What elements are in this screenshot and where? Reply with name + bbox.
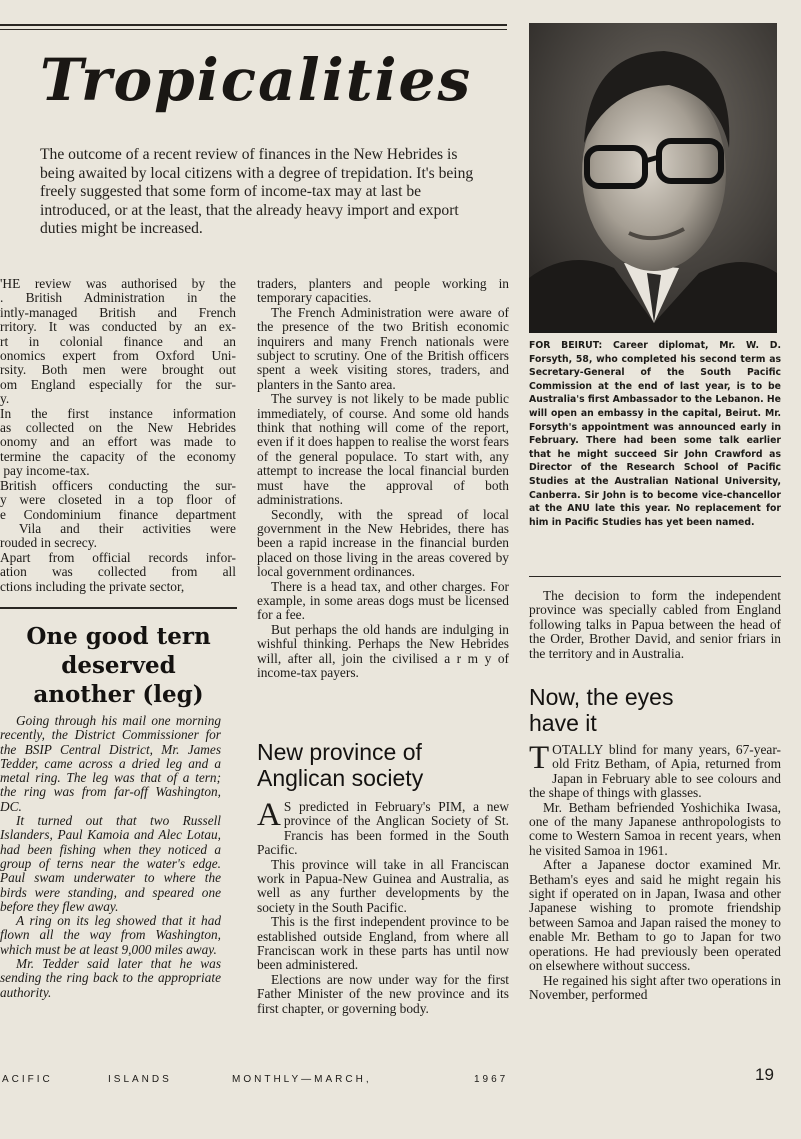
- tern-body: [0, 714, 221, 1000]
- review-line: as collected on the New Hebrides: [0, 420, 236, 436]
- anglican-headline: New province of Anglican society: [257, 739, 424, 791]
- eyes-body: [529, 740, 781, 1002]
- review-line: ctions including the private sector,: [0, 578, 185, 594]
- review-line: In the first instance information: [0, 405, 236, 421]
- eyes-paragraph: He regained his sight after two operations in November, performed: [529, 972, 781, 1002]
- review-line: y were closeted in a top floor of: [0, 492, 236, 508]
- tern-paragraph: Going through his mail one morning recently, the District Commissioner for the BSIP Central District, Mr. James Tedder, came across a dried leg and a metal ring. The leg was that of a tern; the ring was from far-off Washington, DC.: [0, 713, 221, 814]
- eyes-dropcap: T: [529, 740, 550, 776]
- tern-headline-line-1: One good tern: [26, 623, 211, 650]
- review-line: Vila and their activities were: [0, 520, 236, 536]
- review-line: British officers conducting the sur-: [0, 477, 236, 493]
- anglican-continuation-text: The decision to form the independent province was specially cabled from England following talks in Papua between the head of the Order, Brother David, and senior friars in the territory and in Australia.: [529, 588, 781, 661]
- review-line: Apart from official records infor-: [0, 549, 236, 565]
- footer-monthly: MONTHLY—MARCH,: [232, 1074, 372, 1085]
- review-line: om England especially for the sur-: [0, 376, 236, 392]
- tern-paragraph: It turned out that two Russell Islanders, Paul Kamoia and Alec Lotau, had been fishing when they noticed a group of terns near the water's edge. Paul swam underwater to where the birds were standing, and speared one before they flew away.: [0, 813, 221, 914]
- review-column-1: [0, 277, 236, 594]
- review-line: termine the capacity of the economy: [0, 448, 236, 464]
- top-rule-thin: [0, 29, 507, 30]
- photo-caption: FOR BEIRUT: Career diplomat, Mr. W. D. Forsyth, 58, who completed his second term as Secretary-General of the South Pacific Commission at the end of last year, is to be Australia's first Ambassador to the Lebanon. He will open an embassy in the capital, Beirut. Mr. Forsyth's appointment was announced early in February. There had been some talk earlier that he might succeed Sir John Crawford as Director of the Research School of Pacific Studies at the Australian National University, Canberra. Sir John is to become vice-chancellor at the ANU late this year. No replacement for him in Pacific Studies has yet been named.: [529, 340, 781, 528]
- tern-headline: [0, 622, 237, 709]
- tern-headline-line-3: another (leg): [33, 681, 204, 708]
- review-line: ation was collected from all: [0, 564, 236, 580]
- review-paragraph: Secondly, with the spread of local government in the New Hebrides, there has been a rapid increase in the financial burden placed on those living in the areas covered by local government ordinances.: [257, 506, 509, 580]
- eyes-headline: Now, the eyes have it: [529, 684, 674, 736]
- eyes-paragraph: Mr. Betham befriended Yoshichika Iwasa, one of the many Japanese anthropologists to come to Western Samoa in recent years, when he visited Samoa in 1961.: [529, 799, 781, 858]
- footer-pacific: ACIFIC: [2, 1074, 53, 1085]
- tern-paragraph: A ring on its leg showed that it had flown all the way from Washington, which must be at least 9,000 miles away.: [0, 913, 221, 957]
- top-rule: [0, 24, 507, 26]
- review-line: onomics expert from Oxford Uni-: [0, 348, 236, 364]
- anglican-paragraph: Elections are now under way for the first Father Minister of the new province and its first chapter, or governing body.: [257, 971, 509, 1016]
- anglican-paragraph: This is the first independent province to be established outside England, from where all Franciscan work in these parts has until now been administered.: [257, 914, 509, 973]
- tern-top-rule: [0, 607, 237, 609]
- portrait-photo: [529, 23, 777, 333]
- review-line: pay income-tax.: [0, 463, 90, 479]
- anglican-first-paragraph: S predicted in February's PIM, a new province of the Anglican Society of St. Francis has been formed in the South Pacific.: [257, 799, 509, 858]
- footer-islands: ISLANDS: [108, 1074, 172, 1085]
- page-footer: [0, 1070, 801, 1088]
- anglican-dropcap: A: [257, 797, 281, 833]
- caption-rule: [529, 576, 781, 577]
- tern-paragraph: Mr. Tedder said later that he was sending the ring back to the appropriate authority.: [0, 956, 221, 1000]
- anglican-continuation: [529, 589, 781, 661]
- anglican-paragraph: This province will take in all Franciscan work in Papua-New Guinea and Australia, as well as any further developments by the society in the South Pacific.: [257, 856, 509, 915]
- review-line: . British Administration in the: [0, 290, 236, 306]
- eyes-first-word: OTALLY: [552, 742, 604, 757]
- review-line: y.: [0, 391, 10, 407]
- review-line: 'HE review was authorised by the: [0, 276, 236, 291]
- intro-text: The outcome of a recent review of finances in the New Hebrides is being awaited by local citizens with a degree of trepidation. It's being freely suggested that some form of income-tax may at last be introduced, or at the least, that the already heavy import and export duties might be increased.: [40, 146, 474, 238]
- review-paragraph: The French Administration were aware of the presence of the two British economic inquirers and many French nationals were subject to scrutiny. One of the British officers spent a week visiting stores, traders, and planters in the Santo area.: [257, 304, 509, 392]
- review-line: intly-managed British and French: [0, 304, 236, 320]
- review-line: rsity. Both men were brought out: [0, 362, 236, 378]
- anglican-body: [257, 797, 509, 1016]
- eyes-first-paragraph: blind for many years, 67-year-old Fritz Betham, of Apia, returned from Japan in February able to see colours and the shape of things with glasses.: [529, 742, 781, 801]
- review-paragraph: There is a head tax, and other charges. For example, in some areas dogs must be licensed for a fee.: [257, 578, 509, 623]
- section-title: Tropicalities: [40, 46, 473, 114]
- review-line: rt in colonial finance and an: [0, 333, 236, 349]
- page-number: 19: [755, 1065, 774, 1084]
- eyes-paragraph: After a Japanese doctor examined Mr. Betham's eyes and said he might regain his sight if operated on in Japan, Iwasa and other Japanese wishing to promote friendship between Samoa and Japan raised the money to enable Mr. Betham to go to Japan for two operations. He had previously been operated on elsewhere without success.: [529, 857, 781, 974]
- review-column-2: [257, 277, 509, 680]
- portrait-image: [529, 23, 777, 333]
- review-paragraph: traders, planters and people working in temporary capacities.: [257, 276, 509, 306]
- review-line: rouded in secrecy.: [0, 535, 97, 551]
- review-line: onomy and an effort was made to: [0, 434, 236, 450]
- review-line: e Condominium finance department: [0, 506, 236, 522]
- review-paragraph: But perhaps the old hands are indulging in wishful thinking. Perhaps the New Hebrides will, after all, join the civilised a r m y of income-tax payers.: [257, 621, 509, 680]
- footer-year: 1967: [474, 1074, 509, 1085]
- review-line: rritory. It was conducted by an ex-: [0, 319, 236, 335]
- review-paragraph: The survey is not likely to be made public immediately, of course. And some old hands think that nothing will come of the report, even if it does happen to realise the worst fears of the general populace. To start with, any attempt to increase the local financial burden must have the approval of both administrations.: [257, 391, 509, 508]
- tern-headline-line-2: deserved: [61, 652, 176, 679]
